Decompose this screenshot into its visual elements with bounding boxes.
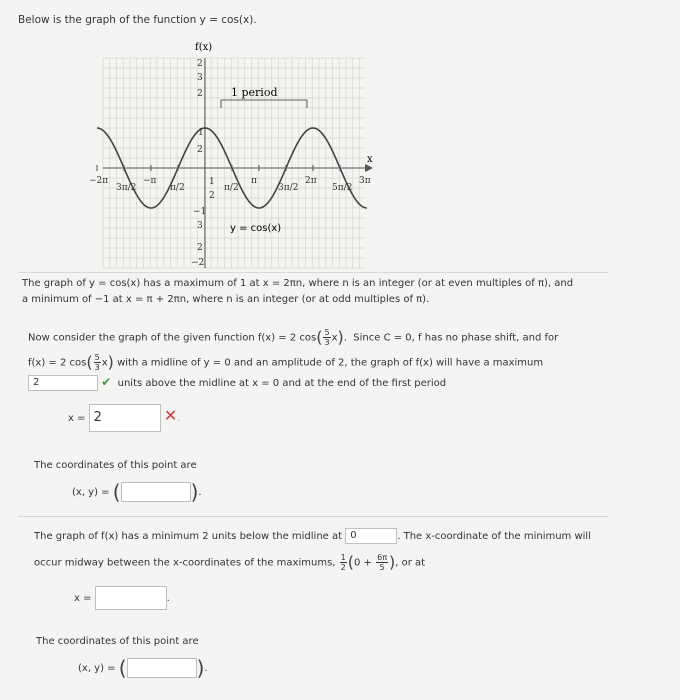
x-tick-label: 2π xyxy=(305,176,317,186)
y-tick-half-d: 2 xyxy=(197,145,203,155)
coords2-input[interactable] xyxy=(127,658,197,678)
consider-line-2: f(x) = 2 cos( $\frac{5}{3}$ x) with a midline of y = 0 and an amplitude of 2, the graph of f(x) will have a maximum xyxy=(28,352,544,372)
x-axis-label: x xyxy=(367,154,373,165)
x-tick-label: −π xyxy=(143,176,157,186)
incorrect-x-icon: ✕ xyxy=(163,406,178,425)
x-tick-label: π/2 xyxy=(224,183,239,193)
y-tick-3-2-d: 2 xyxy=(197,89,203,99)
x-tick-label: 3π/2 xyxy=(116,183,137,193)
half-fraction: $\frac{1}{2}$ xyxy=(340,553,346,572)
y-tick-3-2-n: 3 xyxy=(197,73,203,83)
fx-label: f(x) xyxy=(195,42,213,53)
x-tick-label: 3π/2 xyxy=(278,183,299,193)
consider-text-line2: with a midline of y = 0 and an amplitude of 2, the graph of f(x) will have a maximum xyxy=(117,357,544,369)
coords2-row: (x, y) = ( ). xyxy=(78,656,208,680)
freq-fraction: $\frac{5}{3}$ xyxy=(324,328,330,347)
six-pi-fraction: $\frac{6\pi}{5}$ xyxy=(377,553,388,572)
intro-text: Below is the graph of the function y = cos(x). xyxy=(18,14,257,26)
consider-line-3: 2 ✔ units above the midline at x = 0 and at the end of the first period xyxy=(28,374,628,392)
minimum-line-2: occur midway between the x-coordinates of the maximums, $\frac{1}{2}$ (0 + $\frac{6\pi}{5}$ ), or at xyxy=(34,552,426,572)
coords1-input[interactable] xyxy=(121,482,191,502)
max-line-1: The graph of y = cos(x) has a maximum of 1 at x = 2πn, where n is an integer (or at even multiples of π), and xyxy=(22,278,574,289)
y-tick-2: 2 xyxy=(197,59,203,69)
amplitude-answer-input[interactable]: 2 xyxy=(28,375,98,391)
divider-2 xyxy=(18,516,608,517)
correct-check-icon: ✔ xyxy=(101,375,112,389)
consider-text-b: Since C = 0, f has no phase shift, and for xyxy=(353,332,559,344)
curve-label: y = cos(x) xyxy=(230,223,282,234)
minimum-block xyxy=(34,528,634,572)
coords1-row: (x, y) = ( ). xyxy=(72,480,202,504)
coords2-title: The coordinates of this point are xyxy=(36,636,199,647)
y-tick-neg-3-2-n: 3 xyxy=(197,221,203,231)
x-tick-label: 5π/2 xyxy=(332,183,353,193)
x-tick-label: 3π xyxy=(359,176,371,186)
y-tick-neg-half-n: 1 xyxy=(209,177,215,187)
consider-line-1: Now consider the graph of the given function f(x) = 2 cos( $\frac{5}{3}$ x). Since C = 0, f has no phase shift, and for xyxy=(28,327,559,347)
y-tick-neg1: −1 xyxy=(193,207,207,217)
x-axis-arrow xyxy=(365,164,373,172)
midline-min-input[interactable]: 0 xyxy=(345,528,397,544)
divider-1 xyxy=(18,272,608,273)
x-tick-label: −2π xyxy=(89,176,109,186)
max-line-2: a minimum of −1 at x = π + 2πn, where n is an integer (or at odd multiples of π). xyxy=(22,294,430,305)
x-answer2-row: x = . xyxy=(74,586,170,610)
cosine-graph xyxy=(89,38,395,278)
consider-text-a: Now consider the graph of the given function f(x) = 2 cos xyxy=(28,332,317,344)
y-tick-neg2: −2 xyxy=(191,258,205,268)
coords1-title: The coordinates of this point are xyxy=(34,460,197,471)
y-tick-1: 1 xyxy=(198,128,204,138)
x-answer-label: x = xyxy=(68,413,86,424)
y-tick-neg-half-d: 2 xyxy=(209,191,215,201)
x-tick-label: π xyxy=(251,176,257,186)
x-answer-input[interactable]: 2 xyxy=(89,404,161,432)
period-label: 1 period xyxy=(231,86,278,99)
minimum-line-1: The graph of f(x) has a minimum 2 units below the midline at 0 . The x-coordinate of the minimum will xyxy=(34,530,591,542)
y-tick-neg-3-2-d: 2 xyxy=(197,243,203,253)
x-answer-row: x = 2 ✕. xyxy=(68,404,180,432)
consider-block xyxy=(28,328,628,392)
max-explanation xyxy=(22,276,622,308)
x-answer2-input[interactable] xyxy=(95,586,167,610)
x-tick-label: π/2 xyxy=(170,183,185,193)
